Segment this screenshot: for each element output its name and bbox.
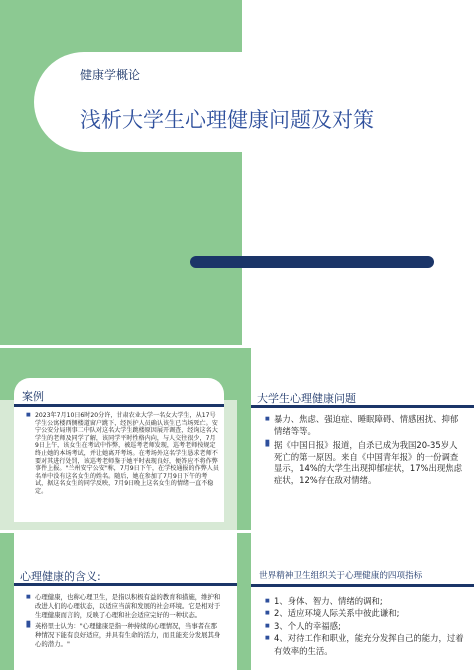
decorative-bar xyxy=(190,256,434,268)
slide-title: 心理健康的含义: xyxy=(20,570,101,583)
bullet-item: ■ 2、适应环境人际关系中彼此谦和; xyxy=(265,607,465,619)
bullet-item: ■ 2023年7月10日6时20分许，甘肃农业大学一名女大学生，从17号学生公寓楼西侧楼道窗户跳下，经医护人员确认该生已当场死亡。安宁公安分局刑事二中队对这名大学生跳楼原因展开调查，经询这名大学生的老师及同学了解，该同学平时性格内向，与人交往很少，7月9日上午，该女生在考试中作弊，被巡考老师发现，巡考老师按规定终止她的本场考试，并让她离开考场。在考场外这名学生恳求老师不要对其进行处罚，该巡考老师鉴于她平时表现良好，便答应不将作弊事件上报。"兰州安宁公安"称，7月9日下午，在学校通报的作弊人员名单中没有这名女生的姓名。随后，她在参加了7月9日下午的考试，据这名女生的同学反映，7月9日晚上这名女生的情绪一直不稳定。 xyxy=(26,412,219,496)
slide-title: 案例 xyxy=(22,390,44,403)
green-side-strip xyxy=(237,348,251,530)
bullet-item: ■ 据《中国日报》报道，自杀已成为我国20-35岁人死亡的第一原因。来自《中国青年报》的一份调查显示，14%的大学生出现抑郁症状，17%出现焦虑症状，12%存在敌对情绪。 xyxy=(265,440,465,486)
bullet-item: ■ 心理健康，也称心理卫生，是指以积极有益的教育和措施，维护和改进人们的心理状态，以适应当前和发展的社会环境。它是相对于生理健康而言的，反映了心理和社会适应完好的一种状态。 xyxy=(26,593,222,619)
course-name: 健康学概论 xyxy=(80,68,141,82)
slide-title: 世界精神卫生组织关于心理健康的四项指标 xyxy=(259,571,423,581)
meaning-slide xyxy=(0,533,237,670)
slide-body xyxy=(265,595,465,657)
title-underline-bar xyxy=(251,405,474,408)
presentation-title: 浅析大学生心理健康问题及对策 xyxy=(80,108,374,132)
green-side-strip xyxy=(0,533,14,670)
slide-title: 大学生心理健康问题 xyxy=(257,392,356,405)
slide-body xyxy=(26,593,222,649)
bullet-item: ■ 3、个人的幸福感; xyxy=(265,620,465,632)
bullet-item: ■ 1、身体、智力、情绪的调和; xyxy=(265,595,465,607)
case-slide xyxy=(0,348,237,530)
bullet-item: ■ 英格里士认为："心理健康是指一种持续的心理情况，当事者在那种情况下能有良好适应，并具有生命的活力，而且能充分发展其身心的潜力。" xyxy=(26,622,222,648)
problems-slide xyxy=(237,348,474,530)
slide-body xyxy=(26,412,219,496)
indicators-slide xyxy=(237,533,474,670)
bullet-item: ■ 4、对待工作和职业，能充分发挥自己的能力，过着有效率的生活。 xyxy=(265,632,465,657)
title-underline-bar xyxy=(251,584,474,587)
title-underline-bar xyxy=(14,583,237,586)
green-side-strip xyxy=(237,533,251,670)
title-underline-bar xyxy=(14,404,224,407)
bullet-item: ■ 暴力、焦虑、强迫症、睡眠障碍、情感困扰、抑郁情绪等等。 xyxy=(265,414,465,437)
slide-body xyxy=(265,414,465,486)
